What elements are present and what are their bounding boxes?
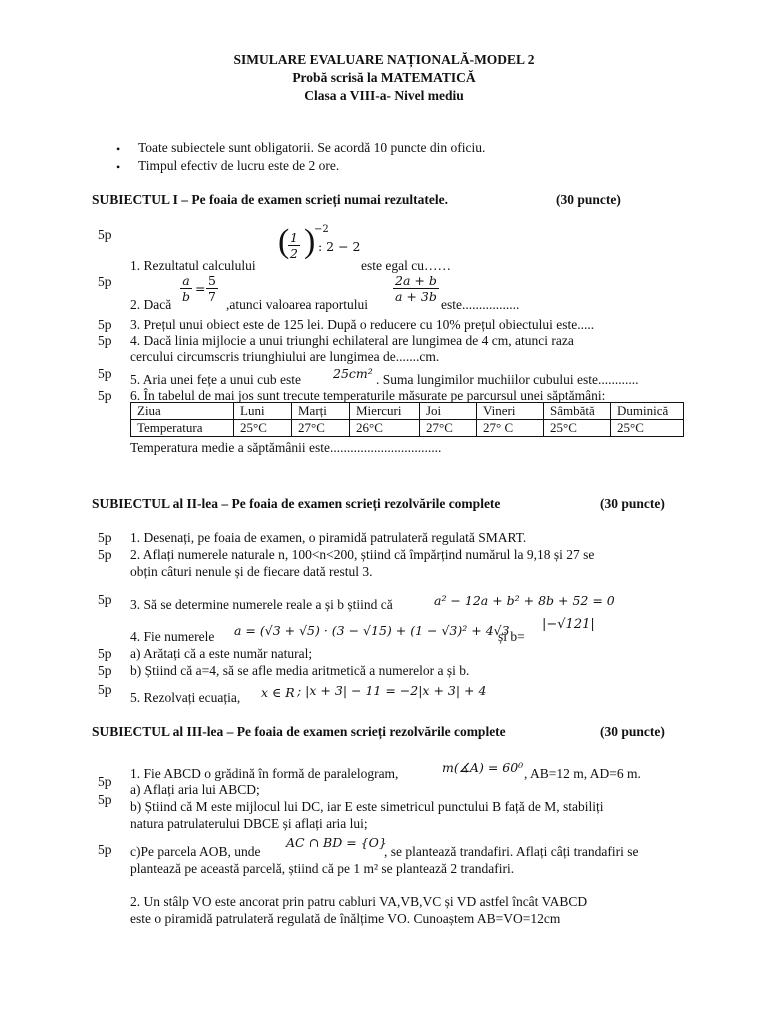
s2-q5-eq: ; |x + 3| − 11 = −2|x + 3| + 4 [297, 683, 487, 698]
section-2-title: SUBIECTUL al II-lea – Pe foaia de examen scrieți rezolvările complete [92, 496, 501, 511]
q6-text: 6. În tabelul de mai jos sunt trecute temperaturile măsurate pe parcursul unei săptămâni: [130, 388, 606, 403]
s2-q5-domain: x ∈ R [261, 685, 295, 700]
s3-qb: b) Știind că M este mijlocul lui DC, iar E este simetricul punctului B față de M, stabiliți [130, 799, 604, 814]
temperature-table [130, 402, 684, 437]
points-label: 5p [98, 366, 112, 381]
denominator: a + 3b [395, 289, 437, 304]
s2-q5: 5. Rezolvați ecuația, [130, 690, 241, 705]
section-3-title: SUBIECTUL al III-lea – Pe foaia de examen scrieți rezolvările complete [92, 724, 506, 739]
table-cell: 27° C [477, 420, 544, 437]
points-label: 5p [98, 530, 112, 545]
s2-q4: 4. Fie numerele [130, 629, 215, 644]
denominator: b [182, 289, 191, 304]
table-cell: Temperatura [131, 420, 234, 437]
q4-text: 4. Dacă linia mijlocie a unui triunghi echilateral are lungimea de 4 cm, atunci raza [130, 333, 574, 348]
table-cell: 25°C [544, 420, 611, 437]
q5-end: . Suma lungimilor muchiilor cubului este............ [376, 372, 639, 387]
q4-text-2: cercului circumscris triunghiului are lungimea de.......cm. [130, 349, 440, 364]
s2-q4-b: |−√121| [542, 617, 595, 632]
table-cell: 26°C [350, 420, 420, 437]
points-label: 5p [98, 774, 112, 789]
q6-end: Temperatura medie a săptămânii este................................. [130, 440, 442, 455]
s3-q2: 2. Un stâlp VO este ancorat prin patru cabluri VA,VB,VC și VD astfel încât VABCD [130, 894, 588, 909]
q1-tail: : 2 − 2 [318, 239, 361, 254]
points-label: 5p [98, 592, 112, 607]
denominator: 7 [208, 289, 216, 304]
table-cell: 27°C [420, 420, 477, 437]
numerator: a [180, 273, 192, 289]
section-3-points: (30 puncte) [600, 724, 665, 739]
header-class: Clasa a VIII-a- Nivel mediu [304, 88, 464, 103]
s3-q1-end: , AB=12 m, AD=6 m. [524, 766, 641, 781]
points-label: 5p [98, 333, 112, 348]
numerator: 5 [208, 273, 216, 288]
fraction-ratio [393, 273, 439, 304]
bullet-icon: • [116, 142, 121, 156]
table-cell: Marți [292, 403, 350, 420]
table-cell: Joi [420, 403, 477, 420]
points-label: 5p [98, 663, 112, 678]
s2-q2-2: obțin câturi nenule și de fiecare dată restul 3. [130, 564, 373, 579]
header-subtitle: Probă scrisă la MATEMATICĂ [292, 70, 476, 85]
s2-q4-and: și b= [498, 629, 525, 644]
section-1-points: (30 puncte) [556, 192, 621, 207]
exponent: −2 [314, 224, 329, 235]
denominator: 2 [290, 246, 298, 261]
s2-q3-math: a² − 12a + b² + 8b + 52 = 0 [434, 593, 615, 608]
section-2-points: (30 puncte) [600, 496, 665, 511]
table-row [131, 420, 684, 437]
q2-mid: ,atunci valoarea raportului [226, 297, 369, 312]
section-1-title: SUBIECTUL I – Pe foaia de examen scrieți numai rezultatele. [92, 192, 448, 207]
table-cell: Sâmbătă [544, 403, 611, 420]
paren-open: ( [278, 223, 290, 260]
points-label: 5p [98, 646, 112, 661]
q5-text: 5. Aria unei fețe a unui cub este [130, 372, 301, 387]
points-label: 5p [98, 317, 112, 332]
q2-text: 2. Dacă [130, 297, 172, 312]
table-cell: 25°C [234, 420, 292, 437]
q3-text: 3. Prețul unui obiect este de 125 lei. După o reducere cu 10% prețul obiectului este..... [130, 317, 595, 332]
table-cell: 25°C [611, 420, 684, 437]
numerator: 1 [290, 230, 298, 245]
table-cell: Miercuri [350, 403, 420, 420]
table-cell: Ziua [131, 403, 234, 420]
numerator: 2a + b [395, 273, 437, 288]
s3-qc-end: , se plantează trandafiri. Aflați câți trandafiri se [384, 844, 639, 859]
s3-qc: c)Pe parcela AOB, unde [130, 844, 261, 859]
s2-q2: 2. Aflați numerele naturale n, 100<n<200, știind că împărțind numărul la 9,18 și 27 se [130, 547, 595, 562]
table-row [131, 403, 684, 420]
points-label: 5p [98, 227, 112, 242]
q1-text: 1. Rezultatul calculului [130, 258, 256, 273]
table-cell: Vineri [477, 403, 544, 420]
points-label: 5p [98, 274, 112, 289]
points-label: 5p [98, 842, 112, 857]
table-cell: Duminică [611, 403, 684, 420]
s3-qc-math: AC ∩ BD = {O} [286, 835, 387, 850]
equals-sign: = [195, 281, 206, 296]
s3-qb-2: natura patrulaterului DBCE și aflați aria lui; [130, 816, 368, 831]
instruction-item: Toate subiectele sunt obligatorii. Se acordă 10 puncte din oficiu. [138, 140, 486, 155]
s2-q4-math: a = (√3 + √5) · (3 − √15) + (1 − √3)² + 4√3 [234, 623, 510, 638]
s3-qc-2: plantează pe această parcelă, știind că pe 1 m² se plantează 2 trandafiri. [130, 861, 515, 876]
s3-qa: a) Aflați aria lui ABCD; [130, 782, 260, 797]
s2-qa: a) Arătați că a este număr natural; [130, 646, 313, 661]
s2-q3: 3. Să se determine numerele reale a și b știind că [130, 597, 393, 612]
bullet-icon: • [116, 160, 121, 174]
fraction [288, 230, 300, 261]
fraction-a-b [180, 273, 192, 304]
s3-q2-2: este o piramidă patrulateră regulată de înălțime VO. Cunoaștem AB=VO=12cm [130, 911, 561, 926]
table-cell: 27°C [292, 420, 350, 437]
instruction-item: Timpul efectiv de lucru este de 2 ore. [138, 158, 340, 173]
q1-end: este egal cu…… [361, 258, 451, 273]
points-label: 5p [98, 792, 112, 807]
q5-math: 25cm² [333, 366, 373, 381]
points-label: 5p [98, 682, 112, 697]
s2-q1: 1. Desenați, pe foaia de examen, o piramidă patrulateră regulată SMART. [130, 530, 527, 545]
paren-close: ) [304, 223, 316, 260]
header-title: SIMULARE EVALUARE NAȚIONALĂ-MODEL 2 [233, 52, 535, 67]
s3-q1: 1. Fie ABCD o grădină în formă de paralelogram, [130, 766, 399, 781]
s3-q1-math: m(∡A) = 60⁰ [442, 760, 524, 775]
points-label: 5p [98, 547, 112, 562]
q2-end: este................. [441, 297, 520, 312]
s2-qb: b) Știind că a=4, să se afle media aritmetică a numerelor a și b. [130, 663, 470, 678]
fraction-5-7 [206, 273, 218, 304]
points-label: 5p [98, 388, 112, 403]
table-cell: Luni [234, 403, 292, 420]
